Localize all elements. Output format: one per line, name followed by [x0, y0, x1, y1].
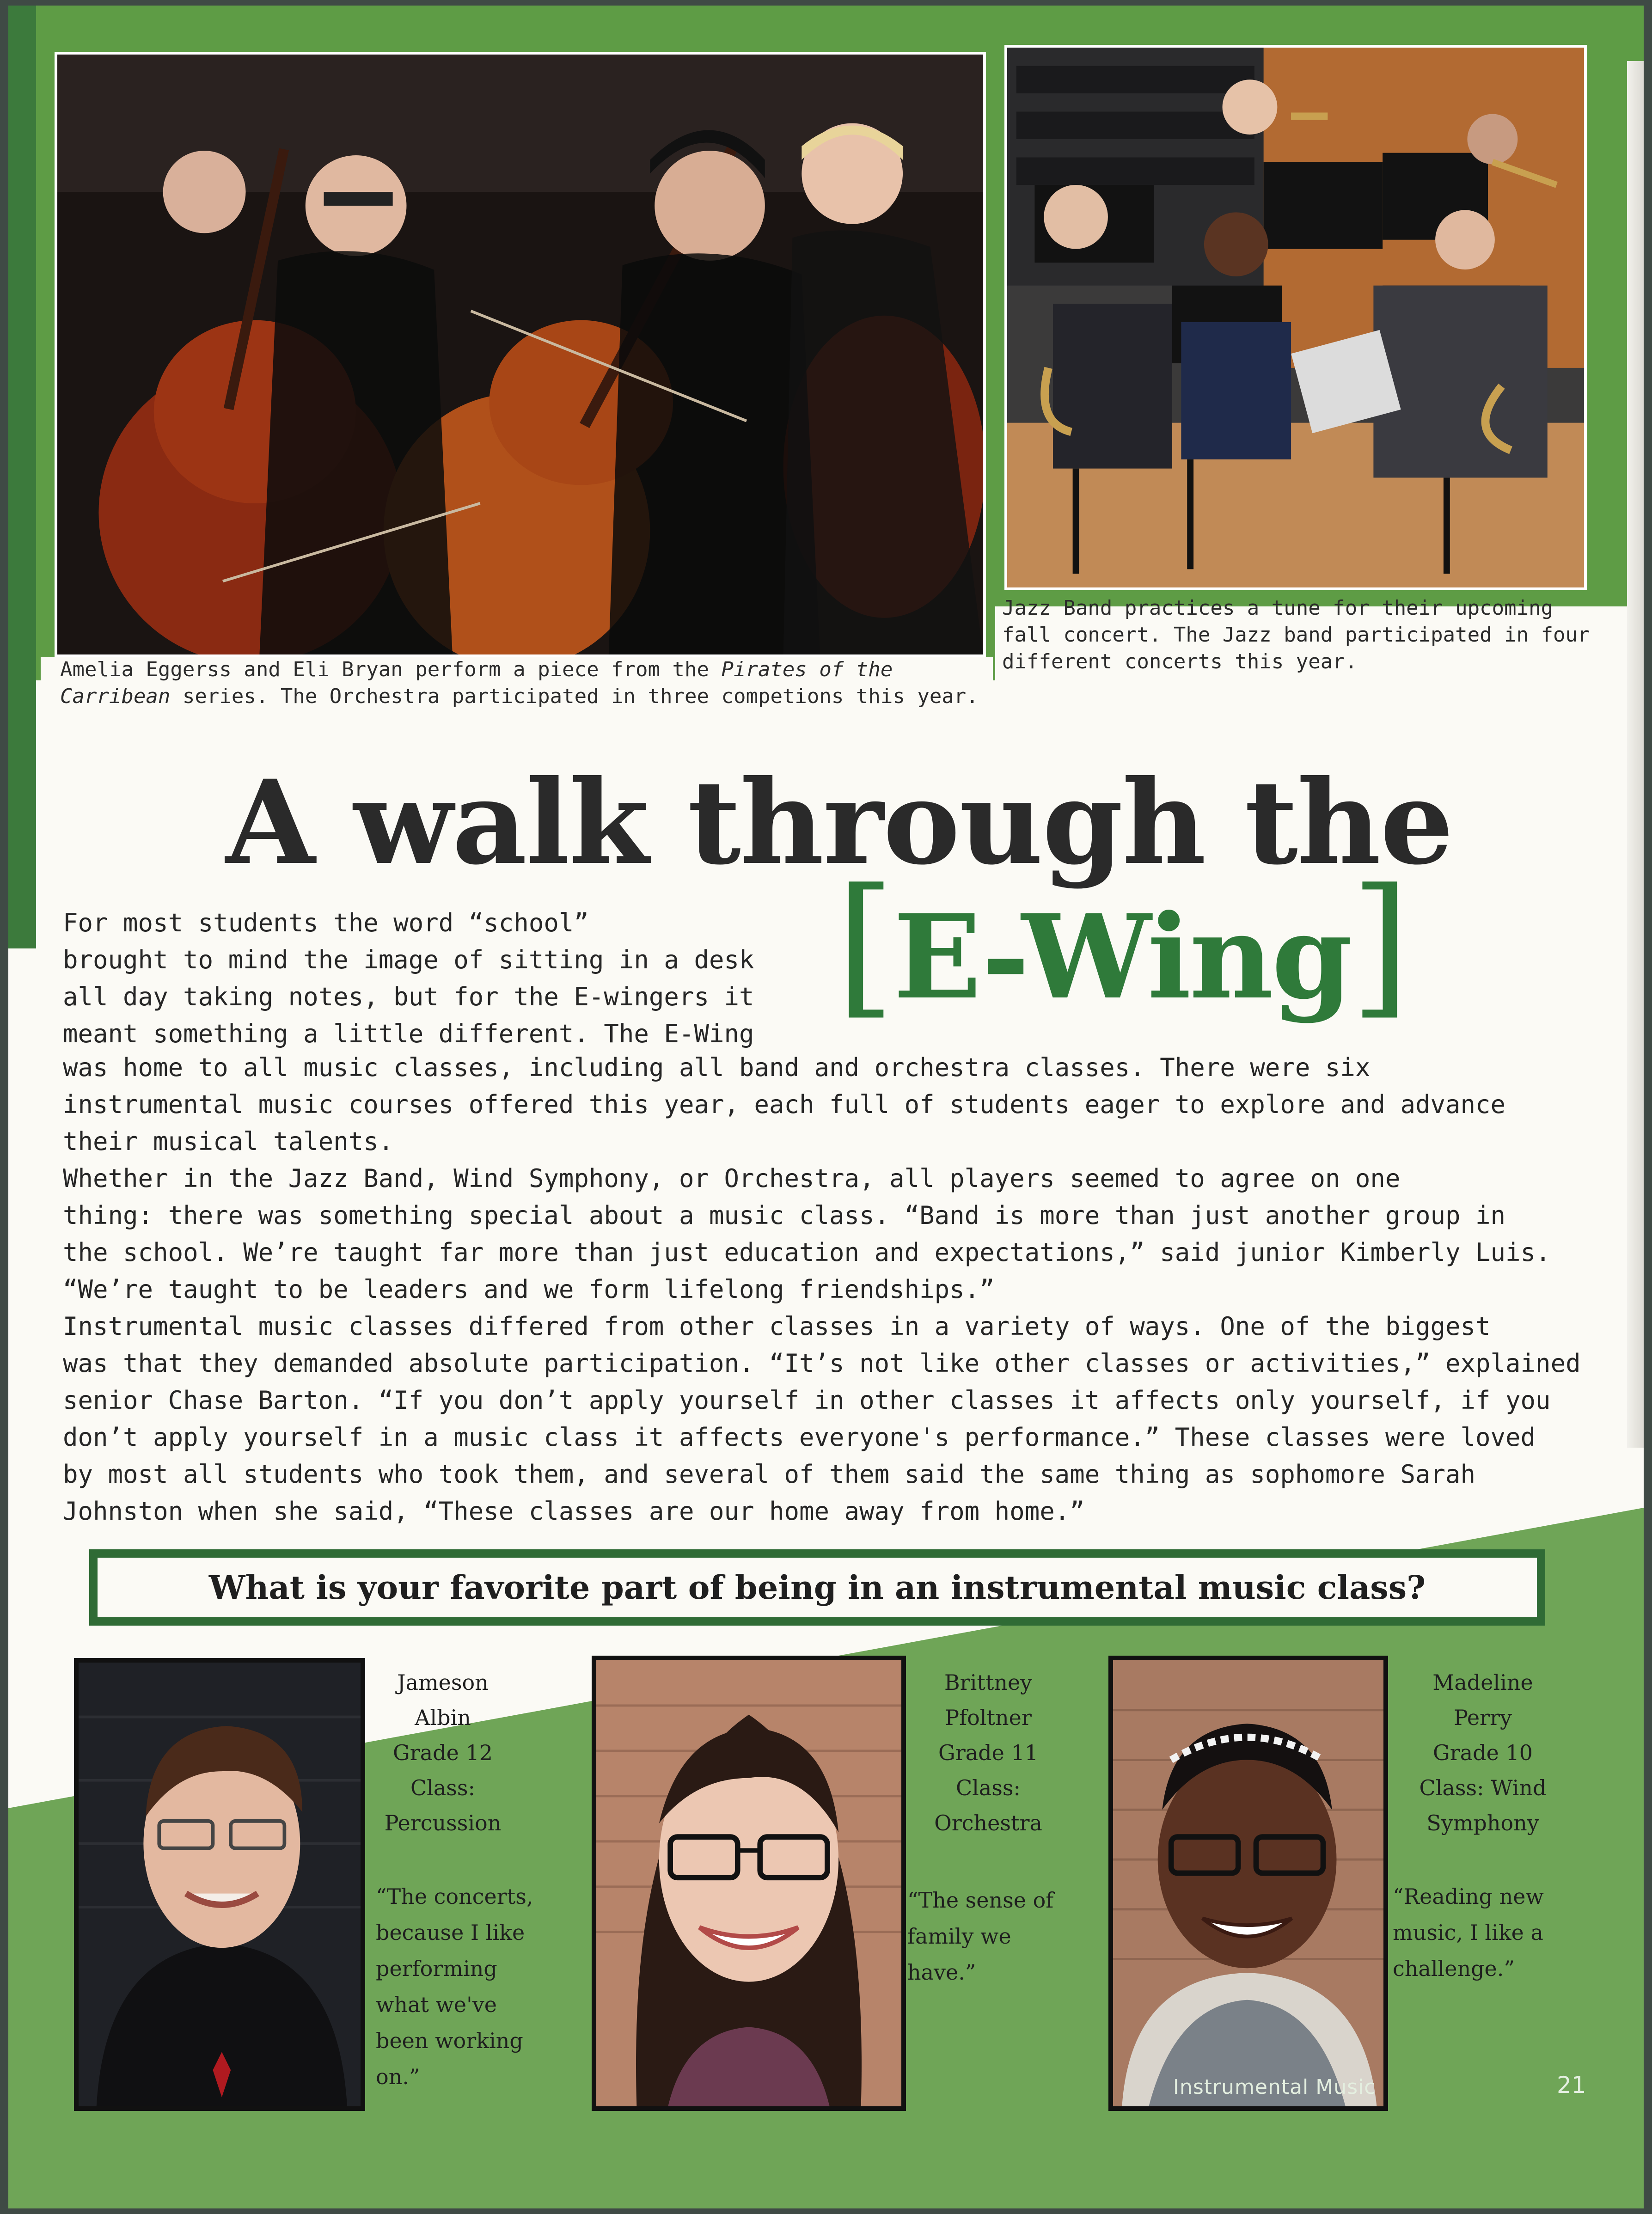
body-line: instrumental music courses offered this year, each full of students eager to explore and advance [63, 1090, 1506, 1119]
body-line: thing: there was something special about a music class. “Band is more than just another group in [63, 1201, 1506, 1230]
body-line: their musical talents. [63, 1127, 394, 1156]
profile-class: Symphony [1426, 1810, 1539, 1835]
caption-text: Amelia Eggerss and Eli Bryan perform a piece from the [60, 658, 722, 681]
body-line: don’t apply yourself in a music class it affects everyone's performance.” These classes were loved [63, 1423, 1536, 1452]
quote-line: because I like [376, 1920, 525, 1945]
body-line: Instrumental music classes differed from other classes in a variety of ways. One of the biggest [63, 1312, 1491, 1341]
quote-line: on.” [376, 2064, 420, 2089]
question-banner [89, 1549, 1545, 1626]
body-line: senior Chase Barton. “If you don’t apply yourself in other classes it affects only yourself, if you [63, 1386, 1551, 1415]
quote-line: music, I like a [1393, 1920, 1543, 1945]
highlight-word: E-Wing [893, 889, 1351, 1025]
quote-line: “The concerts, [376, 1884, 533, 1909]
body-line: For most students the word “school” [63, 908, 589, 937]
profile-photo-madeline [1108, 1656, 1388, 2111]
profile-grade: Grade 10 [1433, 1740, 1533, 1765]
profile-photo-jameson [74, 1658, 365, 2111]
profile-info-madeline [1395, 1665, 1571, 1841]
right-page-edge [1627, 61, 1644, 1448]
body-line: by most all students who took them, and several of them said the same thing as sophomore Sarah [63, 1460, 1476, 1489]
quote-line: challenge.” [1393, 1956, 1515, 1981]
quote-line: what we've [376, 1992, 497, 2017]
profile-quote-madeline [1393, 1878, 1587, 1987]
orchestra-photo [55, 52, 986, 657]
profile-last-name: Albin [415, 1705, 471, 1730]
profile-info-brittney [910, 1665, 1067, 1841]
profile-class: Percussion [384, 1810, 502, 1835]
profile-grade: Grade 11 [938, 1740, 1038, 1765]
profile-first-name: Madeline [1432, 1670, 1533, 1695]
yearbook-page [8, 6, 1644, 2208]
footer-section-title: Instrumental Music [1173, 2075, 1376, 2099]
profile-first-name: Jameson [397, 1670, 489, 1695]
jazz-photo-caption: Jazz Band practices a tune for their upcoming fall concert. The Jazz band participated in four different concerts this year. [1002, 596, 1590, 673]
orchestra-photo-caption [60, 656, 985, 710]
quote-line: family we [907, 1924, 1011, 1949]
body-line: was home to all music classes, including all band and orchestra classes. There were six [63, 1053, 1371, 1082]
profile-photo-brittney [592, 1656, 906, 2111]
profile-class-label: Class: [955, 1775, 1021, 1800]
caption-text-end: series. The Orchestra participated in three competions this year. [170, 685, 979, 708]
body-line: meant something a little different. The E-Wing [63, 1019, 754, 1048]
quote-line: “The sense of [907, 1888, 1054, 1913]
profile-class: Orchestra [934, 1810, 1042, 1835]
profile-last-name: Pfoltner [945, 1705, 1032, 1730]
profile-class-label: Class: [410, 1775, 476, 1800]
profile-last-name: Perry [1453, 1705, 1512, 1730]
body-line: Johnston when she said, “These classes are our home away from home.” [63, 1497, 1085, 1526]
quote-line: have.” [907, 1960, 976, 1985]
jazz-band-photo [1004, 45, 1587, 590]
profile-quote-brittney [907, 1882, 1092, 1990]
profile-first-name: Brittney [944, 1670, 1033, 1695]
body-line: the school. We’re taught far more than just education and expectations,” said junior Kimberly Luis. [63, 1238, 1551, 1267]
headline-title: A walk through the [226, 754, 1453, 890]
body-line: “We’re taught to be leaders and we form lifelong friendships.” [63, 1275, 995, 1304]
question-text: What is your favorite part of being in an instrumental music class? [208, 1568, 1426, 1607]
profile-class-label: Class: Wind [1419, 1775, 1547, 1800]
quote-line: “Reading new [1393, 1884, 1544, 1909]
page-number: 21 [1557, 2072, 1586, 2098]
headline-highlight [836, 856, 1408, 1034]
body-line: was that they demanded absolute participation. “It’s not like other classes or activities,” explained [63, 1349, 1581, 1378]
caption-italic-title: Pirates of the Carribean [60, 658, 893, 708]
profile-grade: Grade 12 [393, 1740, 493, 1765]
left-spine-strip [8, 6, 36, 948]
profile-quote-jameson [376, 1878, 561, 2095]
close-bracket: ] [1350, 856, 1408, 1034]
body-line: Whether in the Jazz Band, Wind Symphony, or Orchestra, all players seemed to agree on one [63, 1164, 1401, 1193]
body-line: all day taking notes, but for the E-wingers it [63, 982, 754, 1011]
quote-line: performing [376, 1956, 497, 1981]
quote-line: been working [376, 2028, 523, 2053]
body-line: brought to mind the image of sitting in a desk [63, 945, 754, 974]
profile-info-jameson [373, 1665, 512, 1841]
open-bracket: [ [836, 856, 893, 1034]
